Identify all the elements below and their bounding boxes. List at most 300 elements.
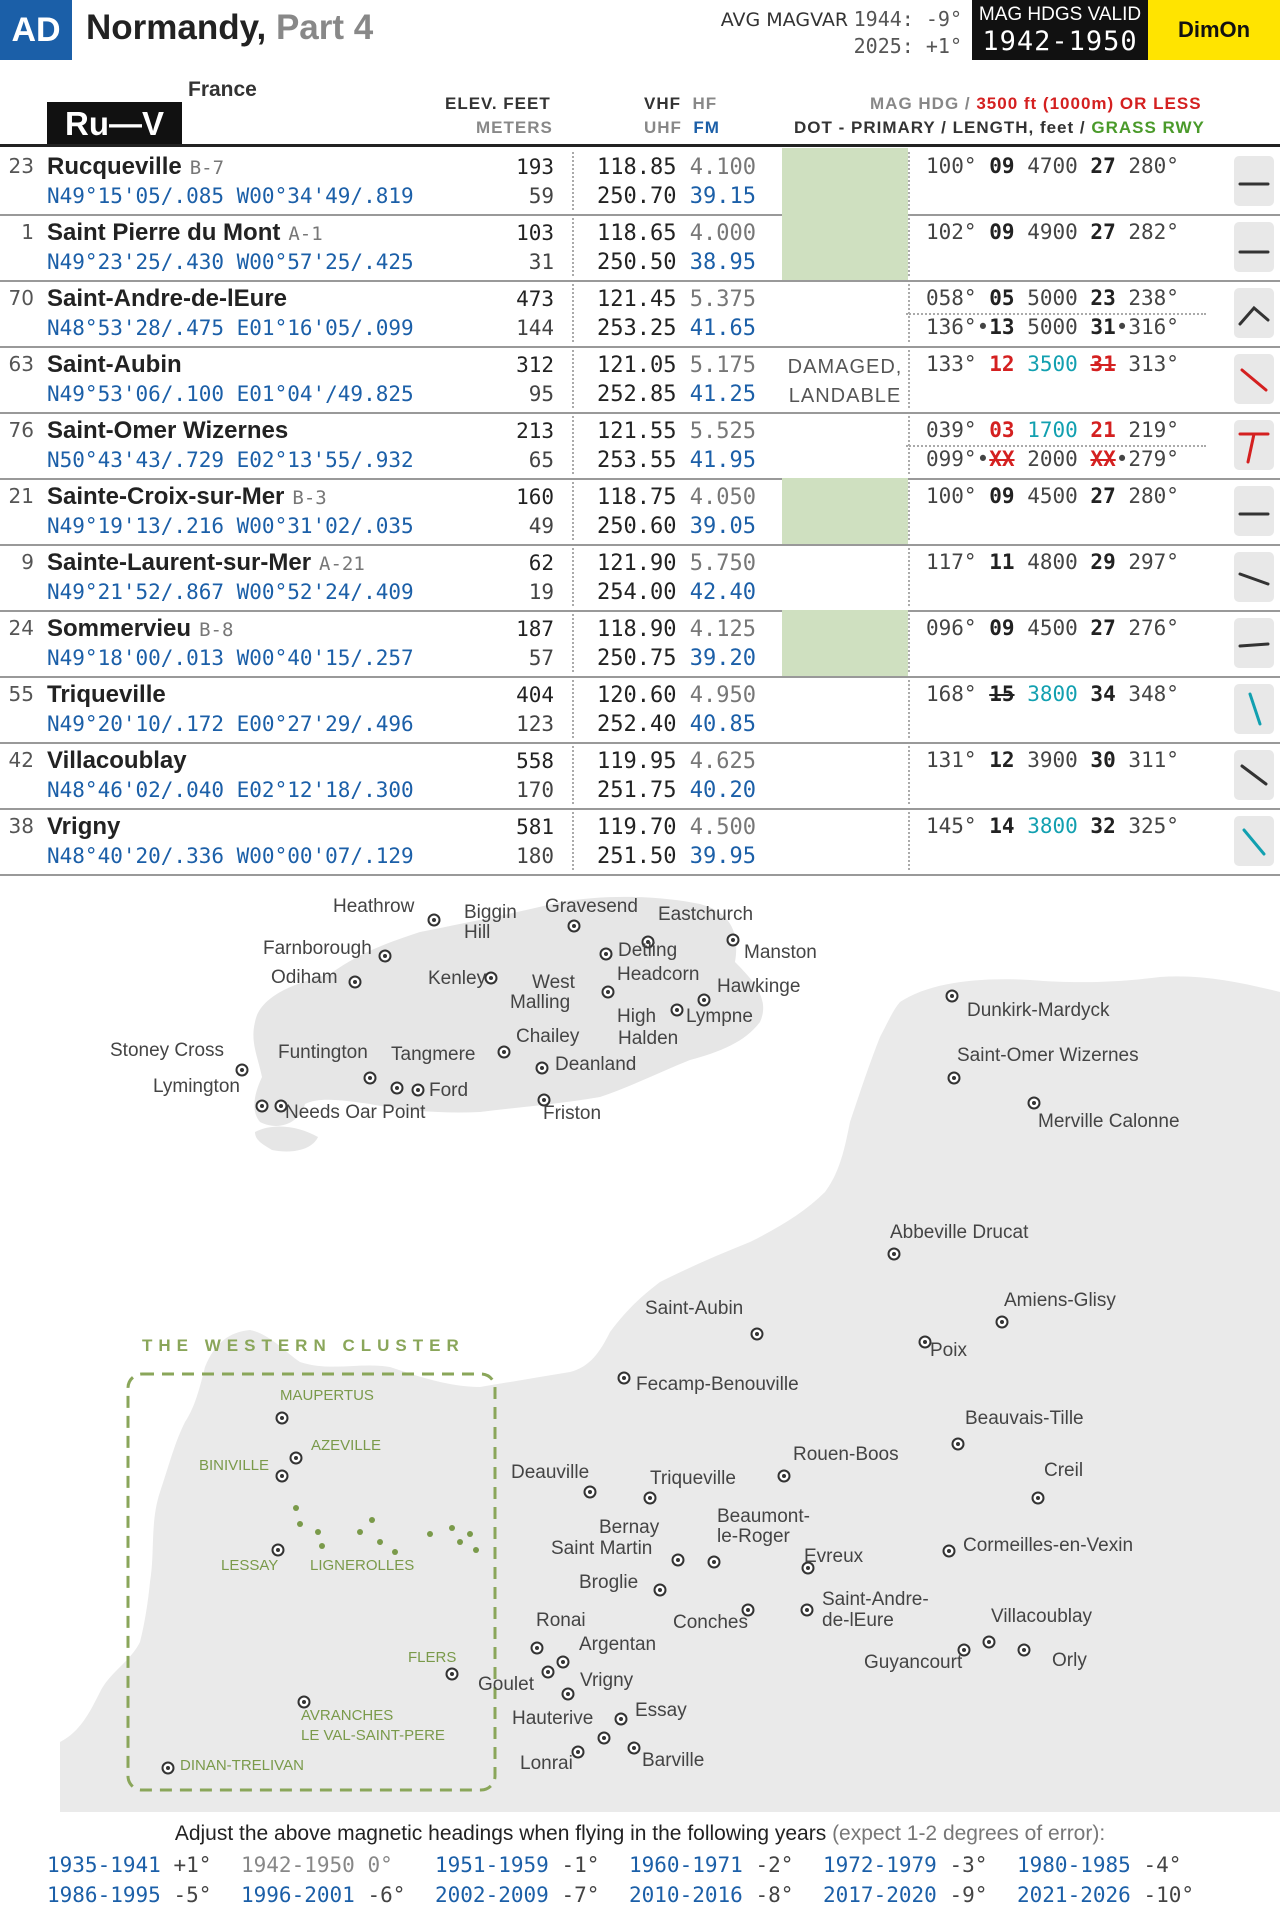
region-map: [0, 882, 1280, 1812]
airfield-dot-center: [731, 938, 735, 942]
airfield-name: Sainte-Croix-sur-Mer B-3: [47, 483, 327, 510]
uhf-fm-freq: 251.50 39.95: [597, 844, 756, 869]
map-label: Broglie: [579, 1572, 639, 1593]
runway-diagram-icon: [1234, 486, 1274, 536]
table-row: [0, 214, 1280, 282]
airfield-name: Vrigny: [47, 813, 121, 840]
airfield-dot-center: [952, 1076, 956, 1080]
airfield-dot-center: [622, 1376, 626, 1380]
elev-meters: 123: [516, 712, 554, 736]
column-separator: [908, 812, 910, 870]
row-number: 9: [21, 550, 34, 574]
runway-diagram-icon: [1234, 288, 1274, 338]
map-label: Goulet: [478, 1674, 534, 1695]
page-title: [86, 8, 373, 48]
cluster-airfield-dot: [319, 1543, 325, 1549]
column-separator: [572, 482, 574, 540]
runway-line: 168° 15 3800 34 348°: [926, 682, 1179, 706]
cluster-airfield-dot: [467, 1531, 473, 1537]
table-row: [0, 676, 1280, 744]
uhf-fm-freq: 252.40 40.85: [597, 712, 756, 737]
airfield-coords: N49°15'05/.085 W00°34'49/.819: [47, 184, 414, 208]
map-label: Cormeilles-en-Vexin: [963, 1535, 1134, 1556]
map-label: Abbeville Drucat: [890, 1222, 1029, 1243]
column-separator: [572, 416, 574, 474]
airfield-code: A-1: [288, 223, 323, 245]
map-label: Bernay: [599, 1517, 660, 1538]
header-divider: [0, 144, 1280, 147]
uhf-fm-freq: 253.55 41.95: [597, 448, 756, 473]
airfield-dot-center: [962, 1648, 966, 1652]
airfield-dot-center: [542, 1098, 546, 1102]
table-row: [0, 148, 1280, 216]
row-number: 21: [8, 484, 34, 508]
vhf-hf-freq: 121.55 5.525: [597, 419, 756, 444]
magvar-1944: 1944: -9°: [853, 7, 962, 31]
airfield-code: A-21: [319, 553, 365, 575]
airfield-code: B-3: [292, 487, 327, 509]
map-label: Hill: [464, 922, 491, 943]
map-label: FLERS: [408, 1649, 457, 1666]
col-elev-feet: ELEV. FEET: [445, 94, 551, 113]
airfield-dot-center: [1022, 1648, 1026, 1652]
map-label: Beauvais-Tille: [965, 1408, 1084, 1429]
column-separator: [908, 548, 910, 606]
map-label: Amiens-Glisy: [1004, 1290, 1116, 1311]
runway-line: 133° 12 3500 31 313°: [926, 352, 1179, 376]
airfield-name: Sainte-Laurent-sur-Mer A-21: [47, 549, 365, 576]
elev-feet: 193: [516, 155, 554, 179]
column-separator: [908, 152, 910, 210]
map-label: Kenley: [428, 968, 487, 989]
airfield-coords: N49°23'25/.430 W00°57'25/.425: [47, 250, 414, 274]
country-label: France: [188, 78, 257, 101]
cluster-airfield-dot: [457, 1539, 463, 1545]
uhf-fm-freq: 250.70 39.15: [597, 184, 756, 209]
map-label: Hauterive: [512, 1708, 594, 1729]
vhf-hf-freq: 118.75 4.050: [597, 485, 756, 510]
airfield-dot-center: [588, 1490, 592, 1494]
airfield-dot-center: [658, 1588, 662, 1592]
airfield-name: Sommervieu B-8: [47, 615, 234, 642]
map-label: Heathrow: [333, 896, 415, 917]
elev-feet: 187: [516, 617, 554, 641]
map-label: Dunkirk-Mardyck: [967, 1000, 1110, 1021]
runway-diagram-icon: [1234, 750, 1274, 800]
elev-meters: 65: [528, 448, 554, 472]
runway-line: 100° 09 4500 27 280°: [926, 484, 1179, 508]
airfield-name: Villacoublay: [47, 747, 187, 774]
title-part: Part 4: [275, 8, 374, 47]
year-adjustment: 1960-1971 -2°: [629, 1853, 794, 1877]
map-label: Evreux: [804, 1546, 864, 1567]
runway-line: 058° 05 5000 23 238°: [926, 286, 1179, 310]
brand-logo: DimOn: [1148, 0, 1280, 60]
airfield-dot-center: [280, 1416, 284, 1420]
elev-meters: 19: [528, 580, 554, 604]
row-number: 63: [8, 352, 34, 376]
map-label: Friston: [543, 1103, 602, 1124]
elev-meters: 180: [516, 844, 554, 868]
elev-meters: 95: [528, 382, 554, 406]
column-separator: [572, 350, 574, 408]
table-row: [0, 478, 1280, 546]
runway-line: 145° 14 3800 32 325°: [926, 814, 1179, 838]
magvar-label: AVG MAGVAR: [720, 9, 849, 31]
map-label: Saint-Aubin: [645, 1298, 744, 1319]
airfield-dot-center: [540, 1066, 544, 1070]
table-row: [0, 808, 1280, 876]
map-label: Guyancourt: [864, 1652, 963, 1673]
map-label: Saint Martin: [551, 1538, 653, 1559]
cluster-airfield-dot: [427, 1531, 433, 1537]
runway-diagram-icon: [1234, 816, 1274, 866]
elev-feet: 213: [516, 419, 554, 443]
vhf-hf-freq: 118.85 4.100: [597, 155, 756, 180]
map-label: Eastchurch: [658, 904, 754, 925]
airfield-dot-center: [240, 1068, 244, 1072]
year-adjustment: 1996-2001 -6°: [241, 1883, 406, 1907]
airfield-dot-center: [712, 1560, 716, 1564]
valid-label: MAG HDGS VALID: [978, 4, 1142, 25]
airfield-dot-center: [383, 954, 387, 958]
cluster-airfield-dot: [369, 1517, 375, 1523]
airfield-coords: N48°46'02/.040 E02°12'18/.300: [47, 778, 414, 802]
map-label: Manston: [744, 942, 817, 963]
map-label: Malling: [510, 992, 571, 1013]
vhf-hf-freq: 119.95 4.625: [597, 749, 756, 774]
map-label: Lympne: [686, 1006, 753, 1027]
map-label: Detling: [618, 940, 678, 961]
column-separator: [572, 152, 574, 210]
year-adjustment: 1951-1959 -1°: [435, 1853, 600, 1877]
airfield-dot-center: [260, 1104, 264, 1108]
airfield-dot-center: [368, 1076, 372, 1080]
row-number: 55: [8, 682, 34, 706]
airfield-dot-center: [702, 998, 706, 1002]
airfield-name: Triqueville: [47, 681, 166, 708]
map-label: MAUPERTUS: [280, 1387, 374, 1404]
column-separator: [908, 614, 910, 672]
map-label: LESSAY: [221, 1557, 279, 1574]
cluster-airfield-dot: [297, 1521, 303, 1527]
airfield-dot-center: [432, 918, 436, 922]
airfield-dot-center: [782, 1474, 786, 1478]
airfield-name: Saint-Andre-de-lEure: [47, 285, 288, 312]
map-label: Creil: [1044, 1460, 1084, 1481]
vhf-hf-freq: 121.05 5.175: [597, 353, 756, 378]
airfield-coords: N49°18'00/.013 W00°40'15/.257: [47, 646, 414, 670]
airfield-dot-center: [535, 1646, 539, 1650]
airfield-dot-center: [561, 1660, 565, 1664]
map-label: Orly: [1052, 1650, 1087, 1671]
map-label: Rouen-Boos: [793, 1444, 899, 1465]
vhf-hf-freq: 118.65 4.000: [597, 221, 756, 246]
map-label: Needs Oar Point: [285, 1102, 426, 1123]
map-label: Argentan: [579, 1634, 657, 1655]
map-label: de-lEure: [822, 1610, 894, 1631]
cluster-airfield-dot: [357, 1529, 363, 1535]
year-adjustment: 2017-2020 -9°: [823, 1883, 988, 1907]
elev-feet: 160: [516, 485, 554, 509]
map-label: Stoney Cross: [110, 1040, 225, 1061]
elev-meters: 49: [528, 514, 554, 538]
table-row: [0, 346, 1280, 414]
valid-box: [972, 0, 1148, 60]
airfield-coords: N49°19'13/.216 W00°31'02/.035: [47, 514, 414, 538]
column-separator: [572, 284, 574, 342]
map-label: Merville Calonne: [1038, 1111, 1180, 1132]
map-svg: [0, 882, 1280, 1812]
column-separator: [572, 548, 574, 606]
map-label: Poix: [930, 1340, 967, 1361]
map-label: LE VAL-SAINT-PERE: [301, 1727, 445, 1744]
map-label: Conches: [673, 1612, 748, 1633]
col-mag-hdg: MAG HDG / 3500 ft (1000m) OR LESS: [870, 94, 1202, 113]
section-badge: AD: [0, 0, 72, 60]
airfield-dot-center: [395, 1086, 399, 1090]
runway-diagram-icon: [1234, 354, 1274, 404]
map-label: LIGNEROLLES: [310, 1557, 415, 1574]
column-separator: [908, 350, 910, 408]
map-label: Biggin: [464, 902, 517, 923]
valid-years: 1942-1950: [982, 26, 1138, 57]
airfield-dot-center: [892, 1252, 896, 1256]
year-adjustment: 1972-1979 -3°: [823, 1853, 988, 1877]
airfield-dot-center: [1000, 1320, 1004, 1324]
table-row: [0, 544, 1280, 612]
elev-feet: 62: [528, 551, 554, 575]
map-label: Hawkinge: [717, 976, 801, 997]
airfield-coords: N49°53'06/.100 E01°04'/49.825: [47, 382, 414, 406]
runway-diagram-icon: [1234, 684, 1274, 734]
vhf-hf-freq: 118.90 4.125: [597, 617, 756, 642]
cluster-airfield-dot: [392, 1549, 398, 1555]
cluster-airfield-dot: [315, 1529, 321, 1535]
magvar-info: [700, 6, 962, 60]
airfield-dot-center: [279, 1104, 283, 1108]
airfield-dot-center: [489, 976, 493, 980]
map-label: Deauville: [511, 1462, 590, 1483]
airfield-dot-center: [604, 952, 608, 956]
airfield-dot-center: [602, 1736, 606, 1740]
map-label: High: [617, 1006, 657, 1027]
airfield-dot-center: [947, 1549, 951, 1553]
runway-line: 096° 09 4500 27 276°: [926, 616, 1179, 640]
map-label: DINAN-TRELIVAN: [180, 1757, 304, 1774]
runway-diagram-icon: [1234, 222, 1274, 272]
map-label: Lymington: [153, 1076, 240, 1097]
runway-diagram-icon: [1234, 156, 1274, 206]
runway-line: 117° 11 4800 29 297°: [926, 550, 1179, 574]
cluster-airfield-dot: [377, 1539, 383, 1545]
elev-feet: 581: [516, 815, 554, 839]
map-label: Farnborough: [263, 938, 372, 959]
vhf-hf-freq: 119.70 4.500: [597, 815, 756, 840]
row-number: 38: [8, 814, 34, 838]
col-uhf: UHF FM: [644, 118, 720, 137]
row-number: 1: [21, 220, 34, 244]
elev-feet: 404: [516, 683, 554, 707]
column-separator: [572, 746, 574, 804]
uhf-fm-freq: 251.75 40.20: [597, 778, 756, 803]
cluster-title: THE WESTERN CLUSTER: [142, 1336, 465, 1355]
airfield-name: Saint Pierre du Mont A-1: [47, 219, 323, 246]
runway-line: 136°•13 5000 31•316°: [926, 315, 1179, 339]
column-separator: [908, 680, 910, 738]
cluster-airfield-dot: [293, 1505, 299, 1511]
grass-runway-marker: [782, 478, 908, 544]
vhf-hf-freq: 121.45 5.375: [597, 287, 756, 312]
airfield-name: Saint-Aubin: [47, 351, 182, 378]
uhf-fm-freq: 250.75 39.20: [597, 646, 756, 671]
map-label: Saint-Omer Wizernes: [957, 1045, 1139, 1066]
map-label: Headcorn: [617, 964, 700, 985]
airfield-name: Rucqueville B-7: [47, 153, 225, 180]
row-number: 23: [8, 154, 34, 178]
elev-feet: 473: [516, 287, 554, 311]
airfield-coords: N49°20'10/.172 E00°27'29/.496: [47, 712, 414, 736]
airfield-note: DAMAGED, LANDABLE: [787, 356, 903, 407]
airfield-dot-center: [755, 1332, 759, 1336]
map-label: Ronai: [536, 1610, 586, 1631]
table-row: [0, 742, 1280, 810]
airfield-dot-center: [276, 1548, 280, 1552]
year-adjustment: 2021-2026 -10°: [1017, 1883, 1195, 1907]
elev-feet: 312: [516, 353, 554, 377]
cluster-airfield-dot: [449, 1525, 455, 1531]
map-label: Essay: [635, 1700, 687, 1721]
row-number: 70: [8, 286, 34, 310]
airfield-coords: N48°40'20/.336 W00°00'07/.129: [47, 844, 414, 868]
airfield-code: B-7: [189, 157, 225, 179]
map-label: Ford: [429, 1080, 469, 1101]
runway-line: 102° 09 4900 27 282°: [926, 220, 1179, 244]
cluster-airfield-dot: [473, 1547, 479, 1553]
elev-meters: 170: [516, 778, 554, 802]
elev-meters: 57: [528, 646, 554, 670]
footer-instructions: Adjust the above magnetic headings when flying in the following years (expect 1-2 degrees of error):: [174, 1822, 1106, 1845]
runway-line: 131° 12 3900 30 311°: [926, 748, 1179, 772]
airfield-dot-center: [566, 1692, 570, 1696]
row-number: 76: [8, 418, 34, 442]
airfield-dot-center: [294, 1456, 298, 1460]
year-adjustment: 1935-1941 +1°: [47, 1853, 212, 1877]
magvar-2025: 2025: +1°: [853, 34, 962, 58]
airfield-dot-center: [923, 1340, 927, 1344]
column-separator: [572, 218, 574, 276]
col-elev-meters: METERS: [476, 118, 553, 137]
grass-runway-marker: [782, 148, 908, 214]
airfield-dot-center: [676, 1558, 680, 1562]
map-label: Villacoublay: [991, 1606, 1093, 1627]
map-label: Gravesend: [545, 896, 638, 917]
page-header: [0, 0, 1280, 60]
airfield-dot-center: [450, 1672, 454, 1676]
column-separator: [572, 614, 574, 672]
airfield-dot-center: [950, 994, 954, 998]
map-label: Funtington: [278, 1042, 368, 1063]
airfield-coords: N48°53'28/.475 E01°16'05/.099: [47, 316, 414, 340]
map-label: West: [532, 972, 575, 993]
grass-runway-marker: [782, 610, 908, 676]
elev-feet: 103: [516, 221, 554, 245]
runway-line: 100° 09 4700 27 280°: [926, 154, 1179, 178]
runway-line: 099°•XX 2000 XX•279°: [926, 447, 1179, 471]
airfield-dot-center: [546, 1670, 550, 1674]
airfield-dot-center: [675, 1008, 679, 1012]
airfield-dot-center: [280, 1474, 284, 1478]
airfield-dot-center: [353, 980, 357, 984]
range-label: Ru—V: [47, 102, 182, 146]
airfield-dot-center: [648, 1496, 652, 1500]
row-number: 24: [8, 616, 34, 640]
airfield-dot-center: [572, 924, 576, 928]
map-label: BINIVILLE: [199, 1457, 270, 1474]
column-separator: [908, 746, 910, 804]
year-adjustment: 1980-1985 -4°: [1017, 1853, 1182, 1877]
airfield-dot-center: [805, 1608, 809, 1612]
map-label: Fecamp-Benouville: [636, 1374, 799, 1395]
map-label: le-Roger: [717, 1526, 790, 1547]
isle-of-wight: [255, 1127, 318, 1152]
uhf-fm-freq: 254.00 42.40: [597, 580, 756, 605]
vhf-hf-freq: 121.90 5.750: [597, 551, 756, 576]
map-label: Beaumont-: [717, 1506, 810, 1527]
map-label: Barville: [642, 1750, 705, 1771]
airfield-coords: N50°43'43/.729 E02°13'55/.932: [47, 448, 414, 472]
airfield-coords: N49°21'52/.867 W00°52'24/.409: [47, 580, 414, 604]
airfield-dot-center: [576, 1750, 580, 1754]
airfield-dot-center: [619, 1717, 623, 1721]
map-label: Deanland: [555, 1054, 637, 1075]
map-label: Tangmere: [391, 1044, 476, 1065]
column-separator: [572, 680, 574, 738]
table-row: [0, 610, 1280, 678]
elev-meters: 59: [528, 184, 554, 208]
elev-meters: 144: [516, 316, 554, 340]
column-separator: [572, 812, 574, 870]
map-label: Halden: [618, 1028, 679, 1049]
airfield-dot-center: [302, 1700, 306, 1704]
year-adjustment: 1986-1995 -5°: [47, 1883, 212, 1907]
row-number: 42: [8, 748, 34, 772]
col-vhf: VHF HF: [644, 94, 718, 113]
map-label: Lonrai: [520, 1753, 573, 1774]
runway-diagram-icon: [1234, 552, 1274, 602]
map-label: Vrigny: [580, 1670, 634, 1691]
map-label: Saint-Andre-: [822, 1589, 929, 1610]
year-adjustment: 2002-2009 -7°: [435, 1883, 600, 1907]
title-main: Normandy,: [86, 8, 267, 47]
runway-line: 039° 03 1700 21 219°: [926, 418, 1179, 442]
airfield-dot-center: [632, 1746, 636, 1750]
table-row: [0, 412, 1280, 480]
grass-runway-marker: [782, 214, 908, 280]
year-adjustment: 2010-2016 -8°: [629, 1883, 794, 1907]
airfield-dot-center: [1032, 1101, 1036, 1105]
runway-diagram-icon: [1234, 420, 1274, 470]
airfield-dot-center: [956, 1442, 960, 1446]
year-adjustment: 1942-1950 0°: [241, 1853, 393, 1877]
airfield-dot-center: [987, 1640, 991, 1644]
runway-diagram-icon: [1234, 618, 1274, 668]
elev-meters: 31: [528, 250, 554, 274]
airfield-code: B-8: [199, 619, 234, 641]
col-dot-primary: DOT - PRIMARY / LENGTH, feet / GRASS RWY: [794, 118, 1205, 137]
map-label: Triqueville: [650, 1468, 736, 1489]
airfield-dot-center: [1036, 1496, 1040, 1500]
